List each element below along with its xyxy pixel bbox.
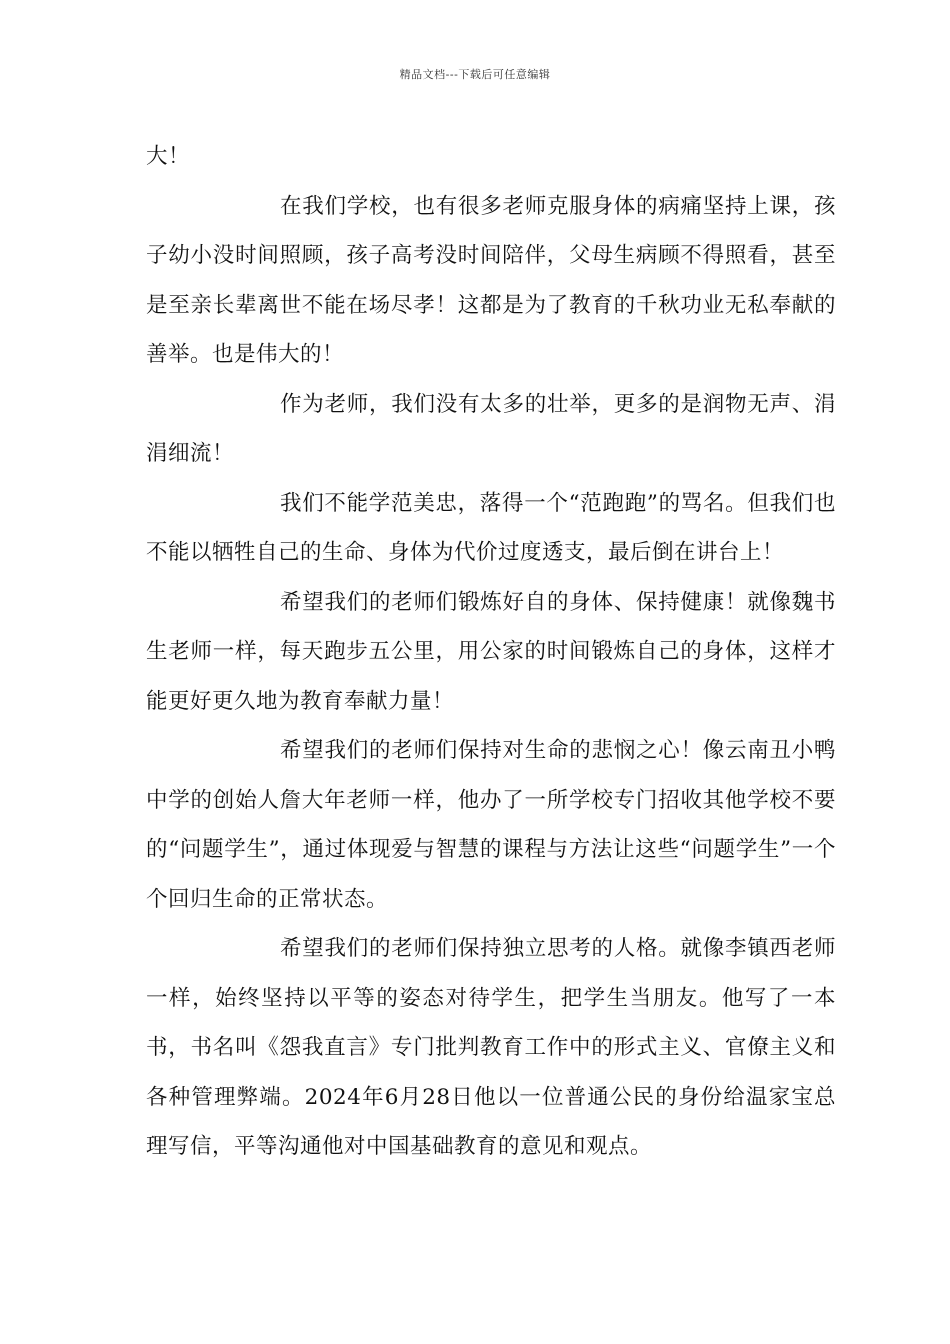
paragraph-1: 大！: [146, 144, 191, 169]
paragraph-4: 我们不能学范美忠，落得一个“范跑跑”的骂名。但我们也不能以牺牲自己的生命、身体为代价过度透支，最后倒在讲台上！: [146, 490, 836, 565]
paragraph-6: 希望我们的老师们保持对生命的悲悯之心！像云南丑小鸭中学的创始人詹大年老师一样，他办了一所学校专门招收其他学校不要的“问题学生”，通过体现爱与智慧的课程与方法让这些“问题学生”一个个回归生命的正常状态。: [146, 738, 836, 912]
paragraph-3: 作为老师，我们没有太多的壮举，更多的是润物无声、涓涓细流！: [146, 391, 836, 466]
paragraph-5: 希望我们的老师们锻炼好自的身体、保持健康！就像魏书生老师一样，每天跑步五公里，用公家的时间锻炼自己的身体，这样才能更好更久地为教育奉献力量！: [146, 589, 836, 714]
document-body: [146, 132, 836, 1172]
paragraph-7: 希望我们的老师们保持独立思考的人格。就像李镇西老师一样，始终坚持以平等的姿态对待学生，把学生当朋友。他写了一本书，书名叫《怨我直言》专门批判教育工作中的形式主义、官僚主义和各种管理弊端。2024年6月28日他以一位普通公民的身份给温家宝总理写信，平等沟通他对中国基础教育的意见和观点。: [146, 936, 836, 1159]
paragraph-2: 在我们学校，也有很多老师克服身体的病痛坚持上课，孩子幼小没时间照顾，孩子高考没时间陪伴，父母生病顾不得照看，甚至是至亲长辈离世不能在场尽孝！这都是为了教育的千秋功业无私奉献的善举。也是伟大的！: [146, 193, 836, 367]
page-header: 精品文档---下载后可任意编辑: [399, 68, 551, 81]
